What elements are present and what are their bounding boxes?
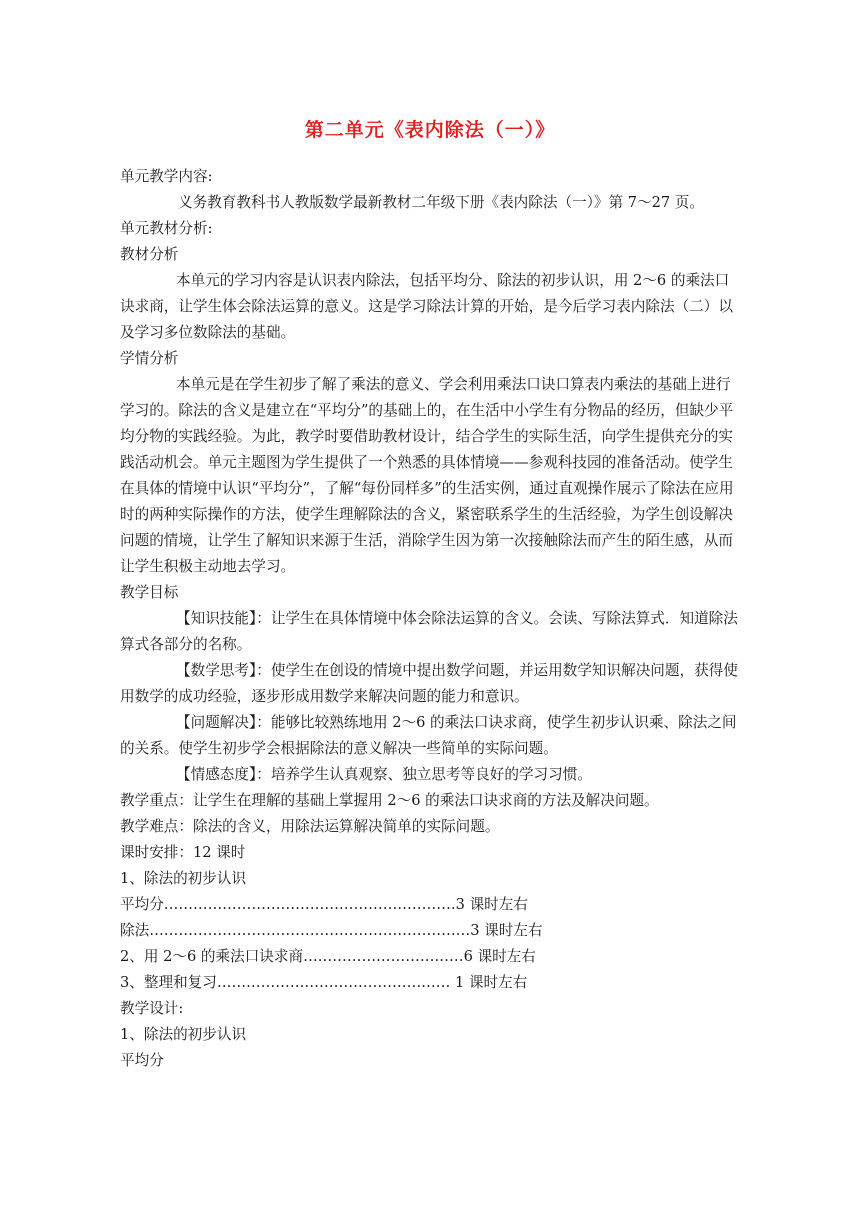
material-heading: 教材分析 [120,246,179,263]
student-heading: 学情分析 [120,350,179,367]
goal-thinking: 【数学思考】：使学生在创设的情境中提出数学问题，并运用数学知识解决问题，获得使用数学的成功经验，逐步形成用数学来解决问题的能力和意识。 [120,662,738,705]
goals-heading: 教学目标 [120,584,179,601]
design-item-1: 1、除法的初步认识 [120,1026,247,1043]
design-heading: 教学设计: [120,1000,184,1017]
goal-emotion: 【情感态度】：培养学生认真观察、独立思考等良好的学习习惯。 [176,766,592,783]
schedule-item-3: 3、整理和复习………………………………………… 1 课时左右 [120,974,528,991]
document-body [120,164,740,1074]
goal-knowledge: 【知识技能】：让学生在具体情境中体会除法运算的含义。会读、写除法算式．知道除法算式各部分的名称。 [120,610,738,653]
student-text: 本单元是在学生初步了解了乘法的意义、学会利用乘法口诀口算表内乘法的基础上进行学习的。除法的含义是建立在“平均分”的基础上的，在生活中小学生有分物品的经历，但缺少平均分物的实践经验。为此，教学时要借助教材设计，结合学生的实际生活，向学生提供充分的实践活动机会。单元主题图为学生提供了一个熟悉的具体情境——参观科技园的准备活动。使学生在具体的情境中认识“平均分”，了解“每份同样多”的生活实例，通过直观操作展示了除法在应用时的两种实际操作的方法，使学生理解除法的含义，紧密联系学生的生活经验，为学生创设解决问题的情境，让学生了解知识来源于生活，消除学生因为第一次接触除法而产生的陌生感，从而让学生积极主动地去学习。 [120,376,734,575]
schedule-item-1: 1、除法的初步认识 [120,870,247,887]
difficulty: 教学难点：除法的含义，用除法运算解决简单的实际问题。 [120,818,500,835]
schedule-item-2: 2、用 2～6 的乘法口诀求商……………………………6 课时左右 [120,948,536,965]
schedule-item-1a: 平均分……………………………………………………3 课时左右 [120,896,528,913]
goal-problem: 【问题解决】：能够比较熟练地用 2～6 的乘法口诀求商，使学生初步认识乘、除法之间的关系。使学生初步学会根据除法的意义解决一些简单的实际问题。 [120,714,737,757]
schedule: 课时安排：12 课时 [120,844,246,861]
material-text: 本单元的学习内容是认识表内除法，包括平均分、除法的初步认识，用 2～6 的乘法口诀求商，让学生体会除法运算的意义。这是学习除法计算的开始，是今后学习表内除法（二）以及学习多位数除法的基础。 [120,272,733,341]
unit-content-heading: 单元教学内容: [120,168,213,185]
design-item-1a: 平均分 [120,1052,164,1069]
key-point: 教学重点：让学生在理解的基础上掌握用 2～6 的乘法口诀求商的方法及解决问题。 [120,792,659,809]
schedule-item-1b: 除法…………………………………………………………3 课时左右 [120,922,543,939]
document-title: 第二单元《表内除法（一）》 [304,119,556,141]
unit-content-text: 义务教育教科书人教版数学最新教材二年级下册《表内除法（一）》第 7～27 页。 [178,194,705,211]
analysis-heading: 单元教材分析: [120,220,213,237]
